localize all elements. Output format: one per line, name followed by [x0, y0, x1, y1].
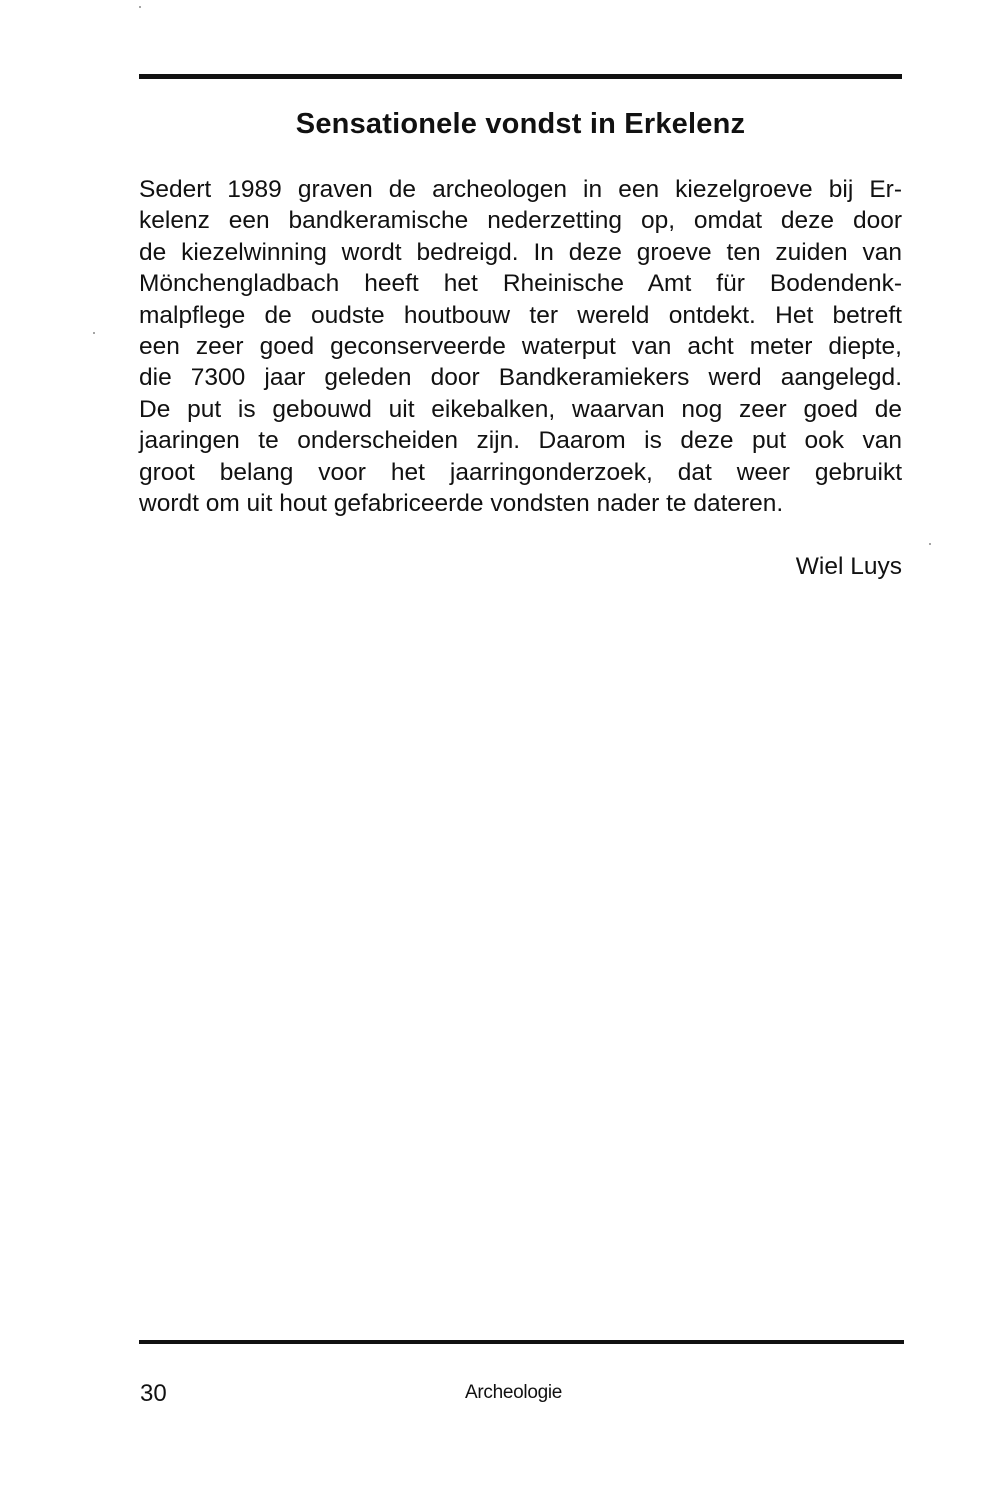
body-line: kelenz een bandkeramische nederzetting op, omdat deze door	[139, 207, 902, 235]
bottom-rule	[139, 1340, 904, 1344]
body-line: de kiezelwinning wordt bedreigd. In deze groeve ten zuiden van	[139, 238, 902, 266]
body-line: wordt om uit hout gefabriceerde vondsten nader te dateren.	[139, 489, 784, 517]
body-line: De put is gebouwd uit eikebalken, waarvan nog zeer goed de	[139, 395, 902, 423]
body-line: groot belang voor het jaarringonderzoek, dat weer gebruikt	[139, 458, 902, 486]
body-line: Mönchengladbach heeft het Rheinische Amt für Bodendenk-	[139, 270, 902, 298]
scan-speck	[139, 6, 141, 8]
running-footer-title: Archeologie	[465, 1382, 563, 1403]
scan-speck	[93, 332, 95, 334]
page-number: 30	[140, 1380, 167, 1407]
body-line: die 7300 jaar geleden door Bandkeramiekers werd aangelegd.	[139, 364, 902, 392]
scan-speck	[929, 543, 931, 545]
article-body	[139, 174, 902, 519]
top-rule	[139, 74, 902, 79]
article-title: Sensationele vondst in Erkelenz	[295, 108, 746, 140]
author-name: Wiel Luys	[795, 553, 902, 580]
body-line: een zeer goed geconserveerde waterput van acht meter diepte,	[139, 332, 902, 360]
body-line: malpflege de oudste houtbouw ter wereld ontdekt. Het betreft	[139, 301, 902, 329]
body-line: Sedert 1989 graven de archeologen in een kiezelgroeve bij Er-	[139, 176, 902, 203]
body-line: jaaringen te onderscheiden zijn. Daarom is deze put ook van	[139, 427, 902, 455]
